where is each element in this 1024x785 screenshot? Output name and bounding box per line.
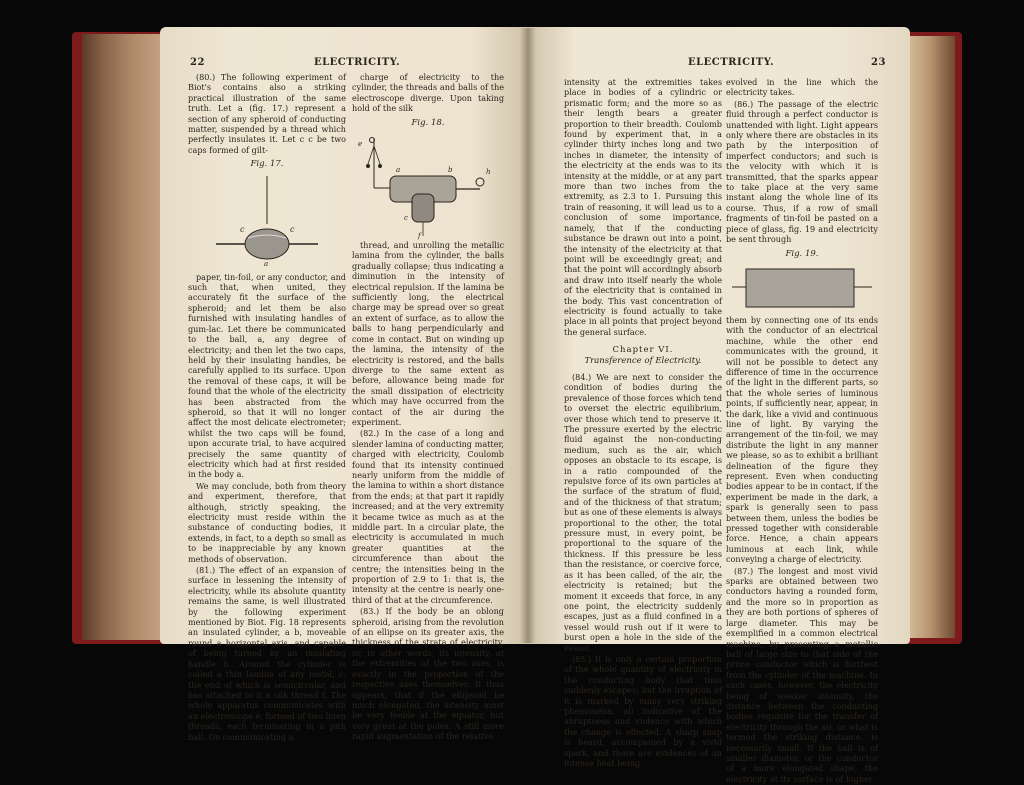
fig18-label-c: c — [404, 214, 408, 223]
fig17-spheroid-illustration — [188, 174, 346, 272]
running-head: ELECTRICITY. — [314, 57, 401, 68]
right-column-1 — [564, 77, 722, 769]
paragraph: (81.) The effect of an expansion of surface in lessening the intensity of electricity, while its absolute quantity remains the same, is well illustrated by the following experiment mentioned by Biot. Fig. 18 represents an insulated cylinder, a b, moveable round a horizontal axis, and capable of being turned by an insulating handle h. Around the cylinder is coiled a thin lamina of any metal, c, the end of which is semicircular, and has attached to it a silk thread f. The whole apparatus communicates with an electroscope e, formed of two linen threads, each terminating in a pith ball. On communicating a — [188, 565, 346, 742]
fig18-label-e: e — [358, 140, 363, 149]
figure-caption: Fig. 17. — [250, 159, 284, 170]
chapter-heading: Chapter VI. — [612, 345, 674, 356]
paragraph: (86.) The passage of the electric fluid through a perfect conductor is unattended with light. Light appears only where there are obstacles in its path by the interposition of imperfect conductors; and such is the velocity with which it is transmitted, that the sparks appear to take place at the very same instant along the whole line of its course. Thus, if a row of small fragments of tin-foil be pasted on a piece of glass, fig. 19 and electricity be sent through — [726, 98, 878, 245]
left-page — [160, 27, 528, 742]
fig17-label-c-right: c — [290, 224, 295, 234]
paragraph: (82.) In the case of a long and slender lamina of conducting matter, charged with electricity, Coulomb found that its intensity continued nearly uniform from the middle of the lamina to within a short distance from the ends; at that part it rapidly increased; and at the very extremity it became twice as much as at the middle part. In a circular plate, the electricity is accumulated in much greater quantities at the circumference than about the centre; the intensities being in the proportion of 2.9 to 1: that is, the intensity at the centre is nearly one-third of that at the circumference. — [352, 428, 504, 605]
fig18-label-b: b — [448, 166, 453, 175]
paragraph: (80.) The following experiment of Biot's contains also a striking practical illustration of the same truth. Let a (fig. 17.) represent a section of any spheroid of conducting matter, suspended by a thread which perfectly insulates it. Let c c be two caps formed of gilt- — [188, 72, 346, 155]
figure-caption: Fig. 19. — [785, 248, 819, 259]
book-gutter — [520, 28, 536, 643]
right-column-2 — [726, 77, 878, 785]
left-column-1 — [188, 72, 346, 743]
fig18-label-a: a — [396, 166, 401, 175]
fig18-cylinder-apparatus — [352, 132, 504, 240]
figure-caption: Fig. 18. — [411, 117, 445, 128]
paragraph: paper, tin-foil, or any conductor, and such that, when united, they accurately fit the surface of the spheroid; and let them be also furnished with insulating handles of gum-lac. Let there be communicated to the ball, a, any degree of electricity; and then let the two caps, held by their insulating handles, be carefully applied to its surface. Upon the removal of these caps, it will be found that the whole of the electricity has been abstracted from the spheroid, so that it will no longer affect the most delicate electrometer; whilst the two caps will be found, upon accurate trial, to have acquired precisely the same quantity of electricity which had at first resided in the body a. — [188, 271, 346, 480]
page-number: 22 — [190, 57, 205, 68]
paragraph: charge of electricity to the cylinder, the threads and balls of the electroscope diverge. Upon taking hold of the silk — [352, 72, 504, 114]
page-number: 23 — [871, 57, 886, 68]
paragraph: thread, and unrolling the metallic lamina from the cylinder, the balls gradually collapse; thus indicating a diminution in the intensity of electrical repulsion. If the lamina be sufficiently long, the electrical charge may be spread over so great an extent of surface, as to allow the balls to hang perpendicularly and come in contact. But on winding up the lamina, the intensity of the electricity is restored, and the balls diverge to the same extent as before, allowance being made for the small dissipation of electricity which may have occurred from the contact of the air during the experiment. — [352, 240, 504, 427]
page-edges-right — [905, 36, 955, 638]
paragraph: them by connecting one of its ends with the conductor of an electrical machine, while the other end communicates with the ground, it will not be possible to detect any difference of time in the occurrence of the light in the different parts, so that the whole series of luminous points, if sufficiently near, appear, in the dark, like a vivid and continuous line of light. By varying the arrangement of the tin-foil, we may distribute the light in any manner we please, so as to exhibit a brilliant delineation of the figure they represent. Even when conducting bodies appear to be in contact, if the experiment be made in the dark, a spark is generally seen to pass between them, unless the bodies be pressed together with considerable force. Hence, a chain appears luminous at each link, while conveying a charge of electricity. — [726, 314, 878, 565]
paragraph: evolved in the line which the electricity takes. — [726, 77, 878, 98]
paragraph: We may conclude, both from theory and experiment, therefore, that although, strictly speaking, the electricity must reside within the substance of conducting bodies, it extends, in fact, to a depth so small as to be inappreciable by any known methods of observation. — [188, 480, 346, 564]
paragraph: (87.) The longest and most vivid sparks are obtained between two conductors having a rounded form, and the more so in proportion as they are both portions of spheres of large diameter. This may be exemplified in a common electrical machine, by presenting a metallic ball of large size to that side of the prime conductor which is furthest from the cylinder of the machine. In such cases, however, the electricity being of weaker intensity, the distance between the conducting bodies requisite for the transfer of electricity through the air, or what is termed the striking distance, is necessarily small. If the ball is of smaller diameter, or the conductor of a more elongated shape, the electricity at its surface is of higher — [726, 565, 878, 784]
fig17-label-c-left: c — [240, 224, 245, 234]
paragraph: (85.) It is only a certain proportion of the whole quantity of electricity in the conducting body that thus suddenly escapes; but the irruption of it is marked by many very striking phenomena, all indicative of the abruptness and violence with which the change is effected. A sharp snap is heard, accompanied by a vivid spark, and there are evidences of an intense heat being — [564, 653, 722, 768]
right-page — [528, 27, 910, 784]
paragraph: (84.) We are next to consider the condition of bodies during the prevalence of those forces which tend to overset the electric equilibrium, over those which tend to preserve it. The pressure exerted by the electric fluid against the non-conducting medium, such as the air, which opposes an obstacle to its escape, is in a ratio compounded of the repulsive force of its own particles at the surface of the stratum of fluid, and of the thickness of that stratum; but as one of these elements is always proportional to the other, the total pressure must, in every point, be proportional to the square of the thickness. If this pressure be less than the resistance, or coercive force, as it has been called, of the air, the electricity is retained; but the moment it exceeds that force, in any one point, the electricity suddenly escapes, just as a fluid confined in a vessel would rush out if it were to burst open a hole in the side of the vessel. — [564, 371, 722, 653]
fig17-label-a: a — [264, 259, 269, 268]
running-head: ELECTRICITY. — [688, 57, 775, 68]
left-column-2 — [352, 72, 504, 743]
fig19-tinfoil-glass-illustration — [726, 263, 878, 315]
paragraph: (83.) If the body be an oblong spheroid, arising from the revolution of an ellipse on its greater axis, the thickness of the strata of electricity, or, in other words, its intensity, at the extremities of the two axes, is exactly in the proportion of the respective axes themselves. It thus appears, that if the ellipsoid be much elongated, the intensity must be very feeble at the equator, but very great at the poles. A still more rapid augmentation of the relative — [352, 606, 504, 742]
chapter-subtitle: Transference of Electricity. — [584, 355, 702, 366]
fig18-label-h: h — [486, 168, 491, 177]
page-edges-left — [82, 34, 168, 640]
fig18-label-f: f — [418, 232, 421, 241]
paragraph: intensity at the extremities takes place in bodies of a cylindric or prismatic form; and the more so as their length bears a greater proportion to their breadth. Coulomb found by experiment that, in a cylinder thirty inches long and two inches in diameter, the intensity of the electricity at the ends was to its intensity at the middle, or at any part more than two inches from the extremity, as 2.3 to 1. Pursuing this train of reasoning, it will lead us to a conclusion of some importance, namely, that if the conducting substance be drawn out into a point, the intensity of the electricity at that point will be exceedingly great; and that the point will accordingly absorb and draw into itself nearly the whole of the electricity that is contained in the body. This vast concentration of electricity is found actually to take place in all points that project beyond the general surface. — [564, 77, 722, 337]
